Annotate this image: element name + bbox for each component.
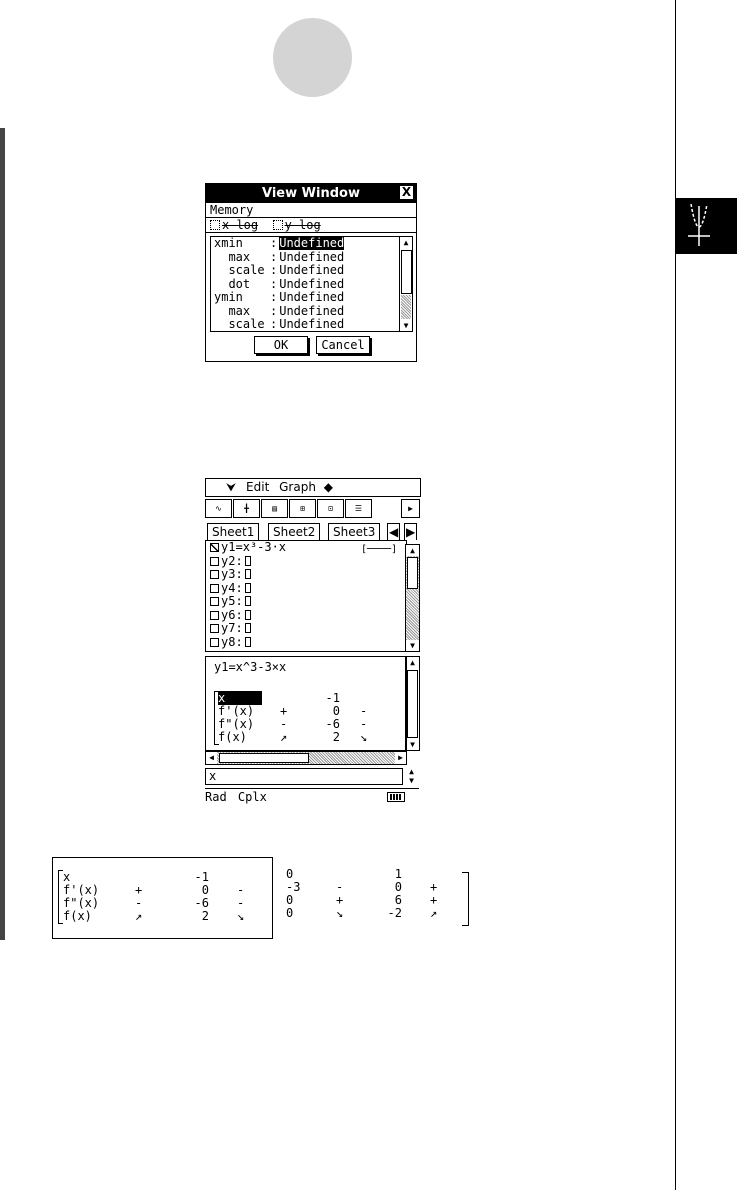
function-label: y5: xyxy=(221,594,243,608)
table-cell: -6 xyxy=(325,717,340,731)
scroll-down-icon[interactable]: ▼ xyxy=(410,740,415,749)
table-row xyxy=(280,906,470,919)
chapter-marker-circle xyxy=(273,18,352,97)
table-cell: ↗ xyxy=(280,730,288,744)
log-options-row xyxy=(206,218,416,233)
graph-draw-icon[interactable]: ∿ xyxy=(205,499,232,518)
function-list xyxy=(205,540,407,652)
function-label: y6: xyxy=(221,607,243,622)
function-label: y8: xyxy=(221,634,243,649)
function-label: y4: xyxy=(221,580,243,595)
chapter-tab xyxy=(676,198,737,254)
setting-separator: : xyxy=(270,303,278,318)
setting-name: scale xyxy=(214,263,265,277)
function-checkbox[interactable] xyxy=(210,624,219,633)
entry-scroll-icon[interactable]: ▲ ▼ xyxy=(409,767,414,785)
right-bracket xyxy=(462,872,469,926)
table-cell: 2 xyxy=(201,909,209,923)
function-expression[interactable]: x³-3·x xyxy=(242,540,287,554)
setting-separator: : xyxy=(270,249,278,264)
table-cell: 6 xyxy=(394,893,402,907)
empty-expression-icon xyxy=(245,596,251,606)
memory-menu[interactable]: Memory xyxy=(206,203,416,218)
setting-name: xmin xyxy=(214,236,243,250)
result-expression: y1=x^3-3×x xyxy=(214,660,287,674)
function-row[interactable] xyxy=(206,568,406,582)
table-row xyxy=(214,704,404,717)
scroll-down-icon[interactable]: ▼ xyxy=(403,321,409,330)
menu-graph[interactable]: Graph xyxy=(279,480,316,494)
table-cell: 0 xyxy=(201,883,209,897)
setting-name: max xyxy=(214,249,251,264)
setting-name: ymin xyxy=(214,290,243,304)
view-settings-scrollbar[interactable] xyxy=(399,236,413,332)
summary-table-left xyxy=(52,857,273,939)
table-cell: + xyxy=(430,893,438,907)
table-cell: - xyxy=(360,717,368,731)
dialog-title xyxy=(206,184,416,203)
function-row[interactable] xyxy=(206,636,406,650)
scroll-left-icon[interactable]: ◀ xyxy=(206,752,217,764)
line-style-indicator[interactable]: [────] xyxy=(361,544,398,555)
table-cell: + xyxy=(280,704,288,718)
table-cell: - xyxy=(135,896,143,910)
function-checkbox[interactable] xyxy=(210,557,219,566)
battery-icon xyxy=(387,792,405,802)
table-cell: f(x) xyxy=(63,909,92,923)
function-label: y1= xyxy=(221,540,243,554)
table-cell: -1 xyxy=(325,691,340,705)
menu-bar xyxy=(205,478,421,497)
table-cell: -1 xyxy=(194,870,209,884)
cancel-button[interactable]: Cancel xyxy=(316,336,370,354)
table-cell: - xyxy=(360,704,368,718)
tab-prev-icon[interactable]: ◀ xyxy=(389,525,399,539)
function-label: y2: xyxy=(221,553,243,568)
function-label: y7: xyxy=(221,621,243,635)
table-cell: f"(x) xyxy=(63,896,100,910)
table-cell: - xyxy=(237,883,245,897)
zoom-icon[interactable]: ⊞ xyxy=(289,499,316,518)
setting-value[interactable]: Undefined xyxy=(279,276,345,291)
entry-line[interactable]: x xyxy=(205,768,403,785)
xlog-checkbox[interactable] xyxy=(210,220,220,230)
table-cell: 0 xyxy=(286,906,294,920)
table-cell: x xyxy=(63,870,71,884)
toolbar-next-icon[interactable]: ▶ xyxy=(401,499,420,518)
table-cell: 0 xyxy=(286,867,294,881)
sheet-tabs xyxy=(205,523,419,540)
function-checkbox[interactable] xyxy=(210,570,219,579)
function-label: y3: xyxy=(221,567,243,581)
menu-diamond-icon[interactable]: ◆ xyxy=(323,480,333,494)
view-setting-row[interactable] xyxy=(211,237,399,251)
table-row xyxy=(53,883,272,896)
menu-edit[interactable]: Edit xyxy=(246,480,270,494)
function-checkbox[interactable] xyxy=(210,597,219,606)
scroll-up-icon[interactable]: ▲ xyxy=(403,238,409,247)
graph-icon xyxy=(676,198,737,254)
close-button[interactable]: X xyxy=(401,185,412,199)
menu-dropdown-icon[interactable]: ⮟ xyxy=(226,480,237,494)
table-cell: 0 xyxy=(394,880,402,894)
table-cell: + xyxy=(430,880,438,894)
table-row xyxy=(280,867,470,880)
setting-separator: : xyxy=(270,317,278,331)
table-row xyxy=(214,691,404,704)
function-row[interactable] xyxy=(206,622,406,636)
function-checkbox[interactable] xyxy=(210,611,219,620)
table-cell: ↘ xyxy=(360,730,368,744)
view-setting-row[interactable] xyxy=(211,251,399,265)
function-checkbox[interactable] xyxy=(210,638,219,647)
list-icon[interactable]: ☰ xyxy=(345,499,372,518)
table-cell: 0 xyxy=(332,704,340,718)
setting-value[interactable]: Undefined xyxy=(279,263,345,277)
table-cell: - xyxy=(280,717,288,731)
summary-table-right xyxy=(280,867,470,927)
setting-value[interactable]: Undefined xyxy=(279,303,345,318)
scroll-thumb[interactable] xyxy=(407,670,418,738)
table-cell: + xyxy=(135,883,143,897)
scroll-right-icon[interactable]: ▶ xyxy=(395,752,406,764)
status-bar xyxy=(205,788,419,805)
left-bracket xyxy=(214,691,219,745)
view-settings-list xyxy=(210,236,400,332)
table-row xyxy=(214,730,404,743)
table-cell: 1 xyxy=(394,867,402,881)
toolbar xyxy=(205,498,419,518)
view-setting-row[interactable] xyxy=(211,264,399,278)
function-checkbox[interactable] xyxy=(210,543,219,552)
scroll-thumb[interactable] xyxy=(407,557,418,589)
table-cell: ↘ xyxy=(237,909,245,923)
table-cell: -2 xyxy=(387,906,402,920)
table-cell: 0 xyxy=(286,893,294,907)
tab-sheet2[interactable]: Sheet2 xyxy=(268,523,320,540)
ylog-checkbox[interactable] xyxy=(273,220,283,230)
table-cell: f"(x) xyxy=(218,717,255,731)
view-setting-row[interactable] xyxy=(211,278,399,292)
right-margin-rule xyxy=(675,0,676,1190)
function-row[interactable] xyxy=(206,555,406,569)
table-cell: x xyxy=(218,691,262,705)
setting-value[interactable]: Undefined xyxy=(279,317,345,331)
table-cell: 2 xyxy=(332,730,340,744)
setting-separator: : xyxy=(270,290,278,304)
ylog-label: y-log xyxy=(284,218,321,232)
left-margin-rule xyxy=(0,128,5,940)
table-icon[interactable]: ▤ xyxy=(261,499,288,518)
empty-expression-icon xyxy=(245,569,251,579)
empty-expression-icon xyxy=(245,610,251,620)
table-cell: ↗ xyxy=(135,909,143,923)
tab-next-icon[interactable]: ▶ xyxy=(406,525,416,539)
empty-expression-icon xyxy=(245,637,251,647)
scroll-thumb[interactable] xyxy=(219,753,309,763)
graph-editor-screen xyxy=(205,478,420,808)
table-cell: - xyxy=(336,880,344,894)
scroll-up-icon[interactable]: ▲ xyxy=(406,545,419,556)
scroll-down-icon[interactable]: ▼ xyxy=(406,640,419,651)
setting-separator: : xyxy=(270,276,278,291)
table-cell: -3 xyxy=(286,880,301,894)
setting-value[interactable]: Undefined xyxy=(279,290,345,304)
function-list-scrollbar[interactable] xyxy=(405,544,420,652)
scroll-thumb[interactable] xyxy=(401,250,412,294)
scroll-up-icon[interactable]: ▲ xyxy=(410,658,415,667)
setting-value[interactable]: Undefined xyxy=(279,236,345,250)
table-cell: f(x) xyxy=(218,730,247,744)
function-row[interactable] xyxy=(206,595,406,609)
table-cell: ↘ xyxy=(336,906,344,920)
function-row[interactable] xyxy=(206,609,406,623)
table-cell: -6 xyxy=(194,896,209,910)
view-setting-row[interactable] xyxy=(211,305,399,319)
table-cell: ↗ xyxy=(430,906,438,920)
xlog-label: x-log xyxy=(222,218,259,232)
table-row xyxy=(280,880,470,893)
zoom-box-icon[interactable]: ⊡ xyxy=(317,499,344,518)
empty-expression-icon xyxy=(245,623,251,633)
table-cell: + xyxy=(336,893,344,907)
left-bracket xyxy=(58,870,63,924)
table-row xyxy=(214,717,404,730)
table-row xyxy=(53,896,272,909)
status-cplx: Cplx xyxy=(237,790,267,804)
table-cell: f'(x) xyxy=(218,704,255,718)
setting-name: dot xyxy=(214,276,251,291)
ok-button[interactable]: OK xyxy=(254,336,308,354)
view-setting-row[interactable] xyxy=(211,318,399,332)
setting-separator: : xyxy=(270,263,278,277)
tab-sheet1[interactable]: Sheet1 xyxy=(207,523,259,540)
table-row xyxy=(53,870,272,883)
table-cell: - xyxy=(237,896,245,910)
setting-name: scale xyxy=(214,317,265,331)
table-row xyxy=(280,893,470,906)
dialog-title-text: View Window xyxy=(262,186,360,201)
sign-table xyxy=(214,691,404,747)
tab-sheet3[interactable]: Sheet3 xyxy=(328,523,380,540)
horizontal-scrollbar[interactable] xyxy=(205,751,407,765)
result-area xyxy=(205,656,407,751)
status-rad: Rad xyxy=(205,790,227,804)
view-setting-row[interactable] xyxy=(211,291,399,305)
setting-name: max xyxy=(214,303,251,318)
empty-expression-icon xyxy=(245,583,251,593)
setting-value[interactable]: Undefined xyxy=(279,249,345,264)
function-row[interactable] xyxy=(206,582,406,596)
scroll-track xyxy=(401,295,411,319)
setting-separator: : xyxy=(270,236,278,250)
function-checkbox[interactable] xyxy=(210,584,219,593)
result-scrollbar[interactable] xyxy=(405,656,420,751)
table-row xyxy=(53,909,272,922)
view-window-dialog xyxy=(205,183,417,362)
table-cell: f'(x) xyxy=(63,883,100,897)
graph-axes-icon[interactable]: ╋ xyxy=(233,499,260,518)
empty-expression-icon xyxy=(245,556,251,566)
